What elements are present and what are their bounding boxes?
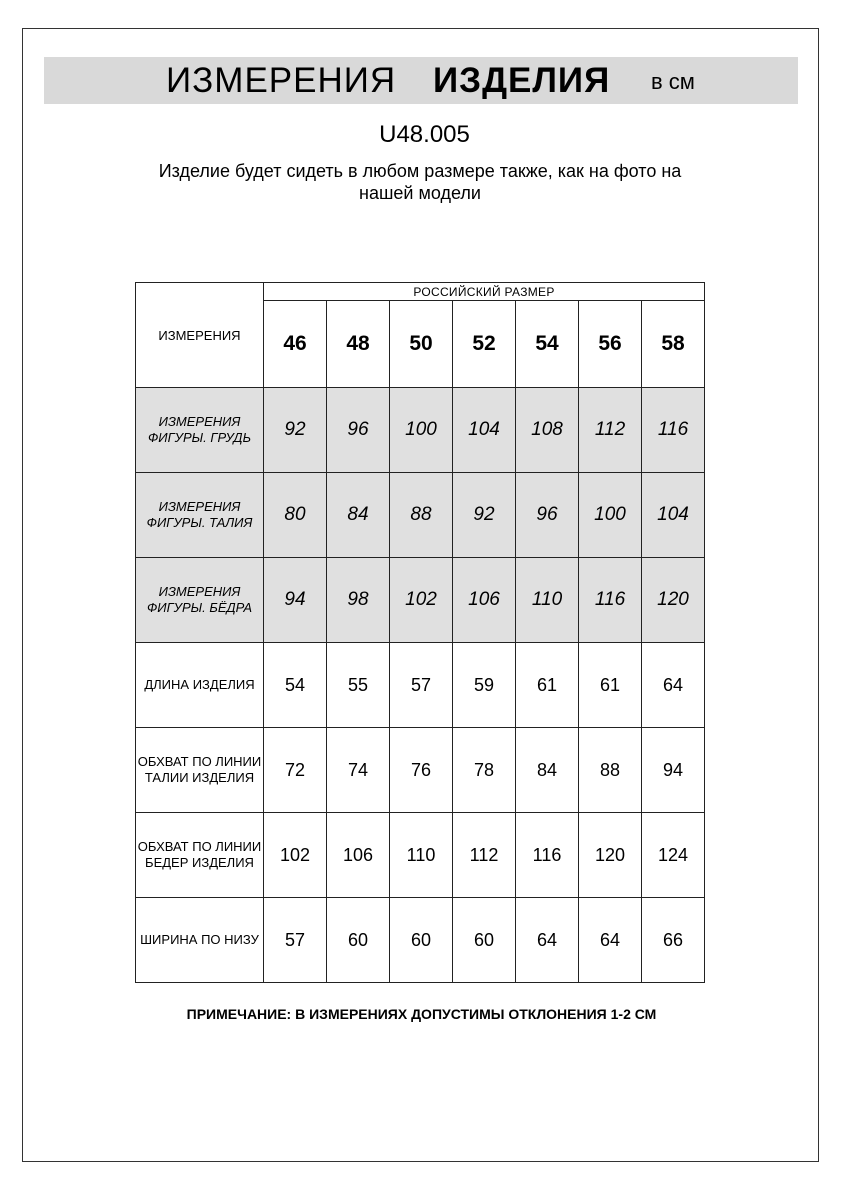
- size-48: 48: [327, 301, 390, 388]
- table-cell: 112: [579, 388, 642, 473]
- row-label: ИЗМЕРЕНИЯ ФИГУРЫ. ГРУДЬ: [136, 388, 264, 473]
- size-56: 56: [579, 301, 642, 388]
- table-cell: 102: [264, 813, 327, 898]
- table-cell: 64: [579, 898, 642, 983]
- table-cell: 116: [642, 388, 705, 473]
- table-cell: 94: [264, 558, 327, 643]
- table-cell: 96: [516, 473, 579, 558]
- table-cell: 106: [453, 558, 516, 643]
- table-cell: 94: [642, 728, 705, 813]
- table-cell: 106: [327, 813, 390, 898]
- table-cell: 78: [453, 728, 516, 813]
- table-cell: 120: [579, 813, 642, 898]
- product-measurements: [136, 643, 705, 983]
- table-cell: 80: [264, 473, 327, 558]
- table-cell: 84: [516, 728, 579, 813]
- table-cell: 108: [516, 388, 579, 473]
- table-cell: 124: [642, 813, 705, 898]
- table-cell: 120: [642, 558, 705, 643]
- table-cell: 60: [453, 898, 516, 983]
- table-cell: 92: [264, 388, 327, 473]
- row-label: ДЛИНА ИЗДЕЛИЯ: [136, 643, 264, 728]
- table-cell: 116: [516, 813, 579, 898]
- table-row: [136, 813, 705, 898]
- russian-size-header: РОССИЙСКИЙ РАЗМЕР: [264, 283, 705, 301]
- table-cell: 66: [642, 898, 705, 983]
- table-cell: 64: [516, 898, 579, 983]
- table-cell: 102: [390, 558, 453, 643]
- table-row: [136, 558, 705, 643]
- table-row: [136, 898, 705, 983]
- row-label: ОБХВАТ ПО ЛИНИИ БЕДЕР ИЗДЕЛИЯ: [136, 813, 264, 898]
- table-row: [136, 388, 705, 473]
- table-cell: 112: [453, 813, 516, 898]
- size-54: 54: [516, 301, 579, 388]
- fit-description: Изделие будет сидеть в любом размере также, как на фото на нашей модели: [158, 161, 682, 203]
- table-cell: 61: [579, 643, 642, 728]
- table-row: [136, 473, 705, 558]
- row-label: ШИРИНА ПО НИЗУ: [136, 898, 264, 983]
- table-cell: 55: [327, 643, 390, 728]
- size-58: 58: [642, 301, 705, 388]
- title-measurements: ИЗМЕРЕНИЯ: [166, 61, 397, 100]
- row-label: ОБХВАТ ПО ЛИНИИ ТАЛИИ ИЗДЕЛИЯ: [136, 728, 264, 813]
- table-cell: 74: [327, 728, 390, 813]
- table-cell: 110: [390, 813, 453, 898]
- table-cell: 96: [327, 388, 390, 473]
- table-row: [136, 643, 705, 728]
- figure-measurements: [136, 388, 705, 643]
- table-cell: 104: [453, 388, 516, 473]
- table-cell: 116: [579, 558, 642, 643]
- table-cell: 104: [642, 473, 705, 558]
- table-cell: 60: [390, 898, 453, 983]
- title-product: ИЗДЕЛИЯ: [433, 61, 611, 100]
- table-cell: 110: [516, 558, 579, 643]
- table-cell: 59: [453, 643, 516, 728]
- table-cell: 64: [642, 643, 705, 728]
- table-cell: 60: [327, 898, 390, 983]
- table-cell: 57: [264, 898, 327, 983]
- table-cell: 54: [264, 643, 327, 728]
- table-cell: 100: [390, 388, 453, 473]
- row-label: ИЗМЕРЕНИЯ ФИГУРЫ. БЁДРА: [136, 558, 264, 643]
- size-46: 46: [264, 301, 327, 388]
- size-chart-table: [135, 282, 705, 983]
- table-cell: 88: [390, 473, 453, 558]
- article-number: U48.005: [379, 121, 470, 148]
- table-cell: 100: [579, 473, 642, 558]
- title-unit: в см: [651, 69, 695, 94]
- tolerance-note: ПРИМЕЧАНИЕ: В ИЗМЕРЕНИЯХ ДОПУСТИМЫ ОТКЛОНЕНИЯ 1-2 СМ: [186, 1006, 657, 1022]
- table-cell: 61: [516, 643, 579, 728]
- size-50: 50: [390, 301, 453, 388]
- table-cell: 76: [390, 728, 453, 813]
- row-label: ИЗМЕРЕНИЯ ФИГУРЫ. ТАЛИЯ: [136, 473, 264, 558]
- table-cell: 98: [327, 558, 390, 643]
- table-row: [136, 728, 705, 813]
- table-cell: 88: [579, 728, 642, 813]
- corner-label: ИЗМЕРЕНИЯ: [136, 283, 264, 388]
- table-cell: 84: [327, 473, 390, 558]
- size-52: 52: [453, 301, 516, 388]
- table-cell: 72: [264, 728, 327, 813]
- table-cell: 57: [390, 643, 453, 728]
- table-cell: 92: [453, 473, 516, 558]
